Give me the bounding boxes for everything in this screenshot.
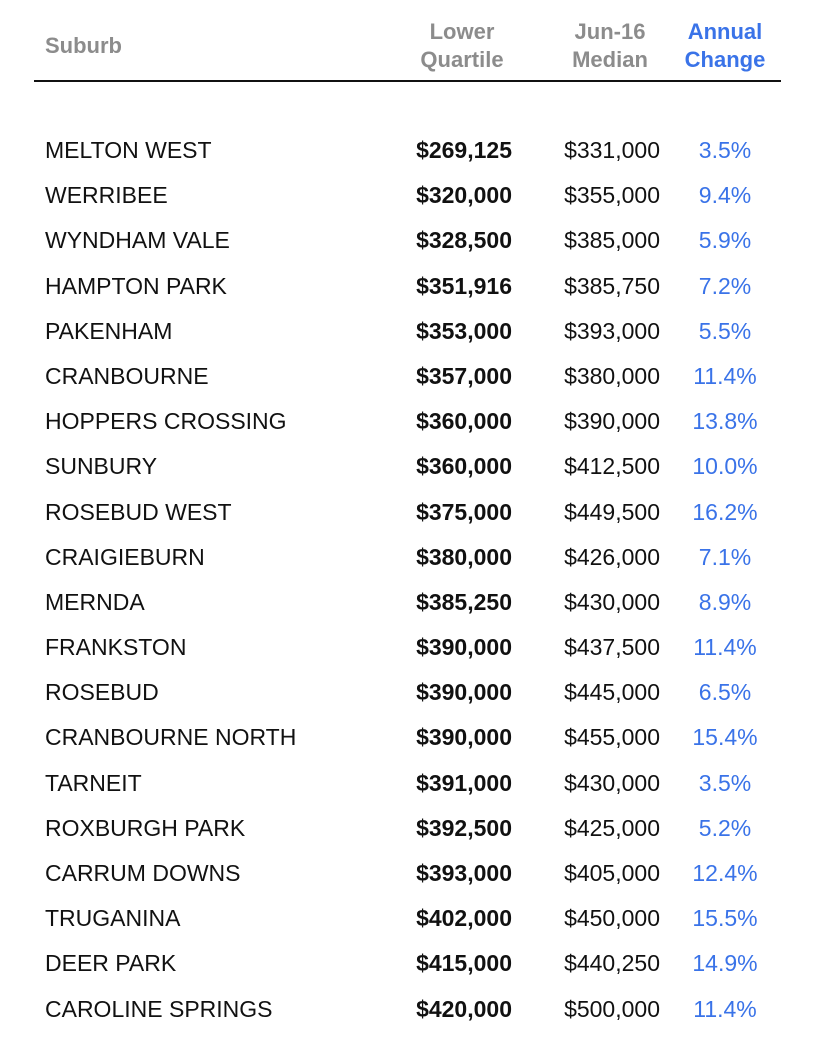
table-row [0, 353, 818, 398]
median-cell: $412,500 [564, 453, 660, 480]
annual-change-cell: 15.5% [692, 905, 758, 932]
table-row [0, 895, 818, 940]
annual-change-cell: 5.9% [698, 227, 752, 254]
suburb-cell: ROSEBUD WEST [45, 498, 232, 525]
header-median-line1: Jun-16 [574, 19, 646, 44]
median-cell: $437,500 [564, 634, 660, 661]
lower-quartile-cell: $357,000 [416, 362, 512, 389]
table-body [0, 127, 818, 1031]
suburb-cell: ROSEBUD [45, 679, 159, 706]
suburb-cell: CRAIGIEBURN [45, 543, 205, 570]
header-suburb: Suburb [45, 33, 122, 58]
median-cell: $426,000 [564, 543, 660, 570]
suburb-cell: WERRIBEE [45, 182, 168, 209]
header-median-line2: Median [572, 47, 648, 72]
table-row [0, 127, 818, 172]
table-row [0, 624, 818, 669]
annual-change-cell: 16.2% [692, 498, 758, 525]
lower-quartile-cell: $360,000 [416, 408, 512, 435]
suburb-cell: FRANKSTON [45, 634, 187, 661]
annual-change-cell: 5.2% [698, 814, 752, 841]
lower-quartile-cell: $415,000 [416, 950, 512, 977]
lower-quartile-cell: $390,000 [416, 679, 512, 706]
table-row [0, 850, 818, 895]
lower-quartile-cell: $328,500 [416, 227, 512, 254]
lower-quartile-cell: $375,000 [416, 498, 512, 525]
annual-change-cell: 15.4% [692, 724, 758, 751]
annual-change-cell: 11.4% [693, 634, 757, 661]
lower-quartile-cell: $380,000 [416, 543, 512, 570]
table-row [0, 217, 818, 262]
median-cell: $355,000 [564, 182, 660, 209]
suburb-cell: SUNBURY [45, 453, 158, 480]
annual-change-cell: 7.1% [698, 543, 752, 570]
lower-quartile-cell: $402,000 [416, 905, 512, 932]
lower-quartile-cell: $385,250 [416, 588, 512, 615]
median-cell: $425,000 [564, 814, 660, 841]
table-row [0, 172, 818, 217]
median-cell: $455,000 [564, 724, 660, 751]
table-row [0, 263, 818, 308]
lower-quartile-cell: $393,000 [416, 860, 512, 886]
table-row [0, 669, 818, 714]
annual-change-cell: 3.5% [698, 137, 752, 163]
table-row [0, 489, 818, 534]
suburb-cell: CRANBOURNE [45, 362, 209, 389]
annual-change-cell: 13.8% [692, 408, 758, 435]
median-cell: $445,000 [564, 679, 660, 706]
annual-change-cell: 14.9% [692, 950, 758, 977]
table-row [0, 940, 818, 985]
table-row [0, 308, 818, 353]
suburb-cell: WYNDHAM VALE [45, 227, 230, 254]
lower-quartile-cell: $390,000 [416, 634, 512, 661]
table-row [0, 398, 818, 443]
annual-change-cell: 6.5% [698, 679, 752, 706]
suburb-cell: MELTON WEST [45, 137, 212, 163]
lower-quartile-cell: $390,000 [416, 724, 512, 751]
suburb-cell: TRUGANINA [45, 905, 181, 932]
header-annual-change-line1: Annual [687, 19, 763, 44]
table-row [0, 579, 818, 624]
suburb-cell: CRANBOURNE NORTH [45, 724, 297, 751]
median-cell: $430,000 [564, 769, 660, 796]
median-cell: $405,000 [564, 860, 660, 886]
annual-change-cell: 10.0% [692, 453, 758, 480]
table-row [0, 760, 818, 805]
suburb-cell: HOPPERS CROSSING [45, 408, 287, 435]
header-annual-change [665, 18, 785, 74]
table-row [0, 534, 818, 579]
table-row [0, 986, 818, 1031]
median-cell: $390,000 [564, 408, 660, 435]
median-cell: $450,000 [564, 905, 660, 932]
suburb-cell: CAROLINE SPRINGS [45, 995, 273, 1022]
table-row [0, 805, 818, 850]
median-cell: $385,750 [564, 272, 660, 299]
suburb-cell: MERNDA [45, 588, 145, 615]
table-row [0, 443, 818, 488]
annual-change-cell: 12.4% [692, 860, 758, 886]
suburb-cell: ROXBURGH PARK [45, 814, 246, 841]
suburb-cell: CARRUM DOWNS [45, 860, 241, 886]
median-cell: $430,000 [564, 588, 660, 615]
lower-quartile-cell: $392,500 [416, 814, 512, 841]
header-lower-quartile-line2: Quartile [420, 47, 504, 72]
suburb-cell: PAKENHAM [45, 317, 173, 344]
median-cell: $500,000 [564, 995, 660, 1022]
annual-change-cell: 3.5% [698, 769, 752, 796]
header-median [550, 18, 670, 74]
annual-change-cell: 8.9% [698, 588, 752, 615]
median-cell: $449,500 [564, 498, 660, 525]
header-lower-quartile-line1: Lower [429, 19, 495, 44]
lower-quartile-cell: $269,125 [416, 137, 512, 163]
lower-quartile-cell: $360,000 [416, 453, 512, 480]
median-cell: $380,000 [564, 362, 660, 389]
header-annual-change-line2: Change [684, 47, 766, 72]
median-cell: $331,000 [564, 137, 660, 163]
annual-change-cell: 7.2% [698, 272, 752, 299]
suburb-cell: DEER PARK [45, 950, 177, 977]
table-row [0, 714, 818, 759]
annual-change-cell: 11.4% [693, 362, 757, 389]
annual-change-cell: 9.4% [698, 182, 752, 209]
median-cell: $385,000 [564, 227, 660, 254]
annual-change-cell: 11.4% [693, 995, 757, 1022]
annual-change-cell: 5.5% [698, 317, 752, 344]
lower-quartile-cell: $420,000 [416, 995, 512, 1022]
median-cell: $393,000 [564, 317, 660, 344]
header-divider [34, 80, 781, 82]
header-lower-quartile [402, 18, 522, 74]
lower-quartile-cell: $353,000 [416, 317, 512, 344]
suburb-cell: HAMPTON PARK [45, 272, 227, 299]
lower-quartile-cell: $351,916 [416, 272, 512, 299]
lower-quartile-cell: $320,000 [416, 182, 512, 209]
median-cell: $440,250 [564, 950, 660, 977]
lower-quartile-cell: $391,000 [416, 769, 512, 796]
suburb-cell: TARNEIT [45, 769, 142, 796]
